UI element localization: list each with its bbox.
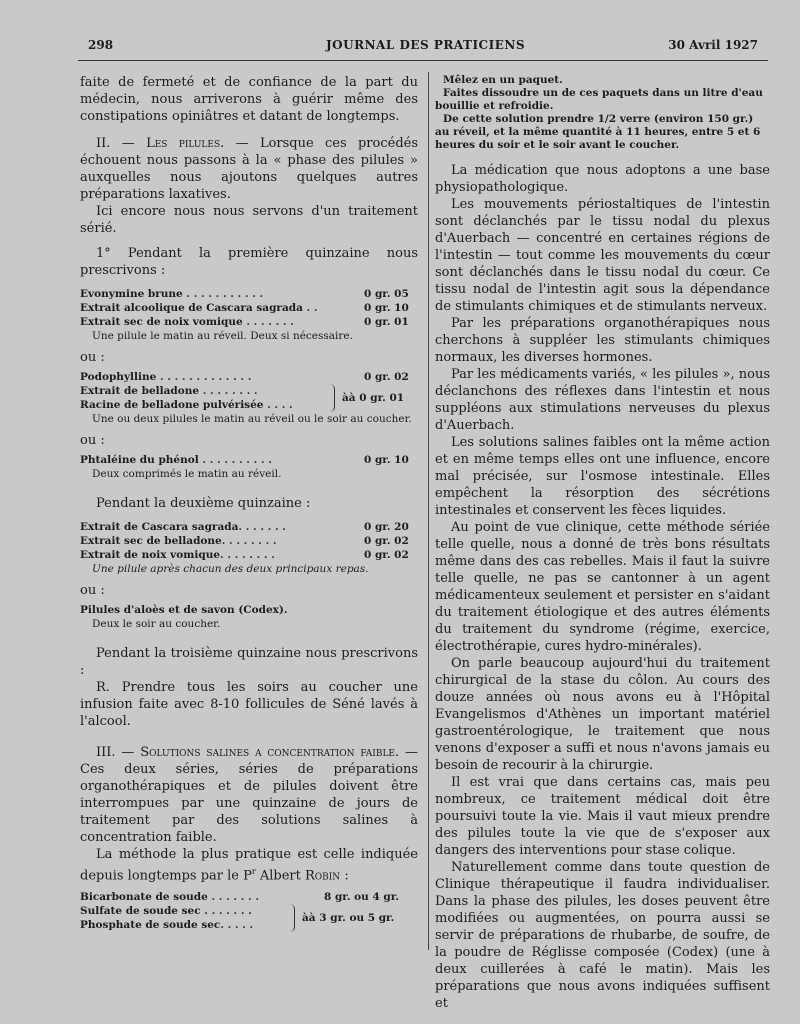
formula-row: Extrait de belladone . . . . . . . . <box>80 385 258 397</box>
paragraph: Ici encore nous nous servons d'un traitement sérié. <box>80 204 418 236</box>
section-heading-pills: II. — Les pilules. — Lorsque ces procédés échouent nous passons à la « phase des pilules » auxquelles nous ajoutons quelques autres préparations laxatives. <box>80 136 419 202</box>
formula-row: Extrait sec de belladone. . . . . . . . 0 gr. 02 <box>80 535 409 547</box>
shared-quantity: àà 0 gr. 01 <box>342 392 405 404</box>
dosage-note: Une ou deux pilules le matin au réveil ou le soir au coucher. <box>92 413 412 425</box>
prescription-line: Faites dissoudre un de ces paquets dans un litre d'eau bouillie et refroidie. <box>435 87 763 112</box>
dosage-note: Deux comprimés le matin au réveil. <box>92 468 282 480</box>
left-column <box>80 74 418 932</box>
journal-title: JOURNAL DES PRATICIENS <box>326 38 525 52</box>
paragraph: 1° Pendant la première quinzaine nous prescrivons : <box>80 246 418 278</box>
formula-row: Evonymine brune . . . . . . . . . . . 0 gr. 05 <box>80 288 409 300</box>
prescription-line: Mêlez en un paquet. <box>443 74 563 86</box>
formula-row: Racine de belladone pulvérisée . . . . <box>80 399 293 411</box>
dosage-note: Une pilule après chacun des deux principaux repas. <box>92 563 369 575</box>
formula-6 <box>80 890 418 932</box>
page-number: 298 <box>88 38 114 52</box>
formula-row: Extrait alcoolique de Cascara sagrada . . 0 gr. 10 <box>80 302 409 314</box>
formula-brace-group <box>80 904 418 932</box>
formula-3 <box>80 453 418 467</box>
formula-row: Phtaléine du phénol . . . . . . . . . . 0 gr. 10 <box>80 454 409 466</box>
formula-2 <box>80 370 418 412</box>
or-label: ou : <box>80 583 105 598</box>
dosage-note: Une pilule le matin au réveil. Deux si nécessaire. <box>92 330 353 342</box>
or-label: ou : <box>80 433 105 448</box>
formula-row: Bicarbonate de soude . . . . . . . 8 gr. ou 4 gr. <box>80 891 400 904</box>
paragraph: Au point de vue clinique, cette méthode sériée telle quelle, nous a donné de très bons résultats même dans des cas rebelles. Mais il faut la suivre telle quelle, ne pas se cantonner à un agent médicamenteux seulement et persister en s'aidant du traitement étiologique et des autres éléments du traitement du syndrome (régime, exercice, électrothérapie, cures hydro-minérales). <box>435 520 770 654</box>
section-heading-salines: III. — Solutions salines a concentration faible. — Ces deux séries, séries de préparations organothérapiques et de pilules doivent être interrompues par une quinzaine de jours de traitement par des solutions salines à concentration faible. <box>80 745 418 845</box>
formula-row: Sulfate de soude sec . . . . . . . <box>80 905 252 918</box>
header-rule <box>78 60 768 61</box>
paragraph: Les solutions salines faibles ont la même action et en même temps elles ont une influence, encore mal précisée, sur l'osmose intestinale. Elles empêchent la résorption des sécrétions intestinales et conservent les fèces liquides. <box>435 435 770 518</box>
formula-row: Extrait de noix vomique. . . . . . . . 0 gr. 02 <box>80 549 409 561</box>
paragraph: Il est vrai que dans certains cas, mais peu nombreux, ce traitement médical doit être poursuivi toute la vie. Mais il vaut mieux prendre des pilules toute la vie que de s'exposer aux dangers des interventions pour stase colique. <box>435 775 770 858</box>
paragraph: La méthode la plus pratique est celle indiquée depuis longtemps par le $P^r$ Albert Robin : <box>80 847 418 884</box>
right-column <box>435 74 770 1012</box>
paragraph: Naturellement comme dans toute question de Clinique thérapeutique il faudra individualiser. Dans la phase des pilules, les doses peuvent être modifiées ou augmentées, on pourra aussi se servir de préparations de rhubarbe, de soufre, de la poudre de Réglisse composée (Codex) (une à deux cuillerées à café le matin). Mais les préparations que nous avons indiquées suffisent et <box>435 860 770 1011</box>
paragraph: Par les médicaments variés, « les pilules », nous déclanchons des réflexes dans l'intestin et nous suppléons aux stimulations nerveuses du plexus d'Auerbach. <box>435 367 770 433</box>
paragraph: Pendant la deuxième quinzaine : <box>96 496 311 511</box>
paragraph: On parle beaucoup aujourd'hui du traitement chirurgical de la stase du côlon. Au cours des douze années où nous avons eu à l'Hôpital Evangelismos d'Athènes un important matériel gastroentérologique, le traitement que nous venons d'exposer a suffi et nous n'avons jamais eu besoin de recourir à la chirurgie. <box>435 656 770 773</box>
formula-5: Pilules d'aloès et de savon (Codex). <box>80 604 288 616</box>
running-header <box>88 38 758 54</box>
formula-1 <box>80 287 418 329</box>
formula-brace-group <box>80 384 418 412</box>
or-label: ou : <box>80 350 105 365</box>
section-title: Les pilules. <box>146 136 225 151</box>
formula-row: Extrait sec de noix vomique . . . . . . . 0 gr. 01 <box>80 316 409 328</box>
formula-row: Podophylline . . . . . . . . . . . . . 0 gr. 02 <box>80 371 409 383</box>
paragraph: Pendant la troisième quinzaine nous prescrivons : <box>80 646 418 678</box>
prescription-line: De cette solution prendre 1/2 verre (environ 150 gr.) au réveil, et la même quantité à 11 heures, entre 5 et 6 heures du soir et le soir avant le coucher. <box>435 113 761 151</box>
paragraph: Par les préparations organothérapiques nous cherchons à suppléer les stimulants chimiques normaux, les diverses hormones. <box>435 316 770 365</box>
formula-row: Extrait de Cascara sagrada. . . . . . . 0 gr. 20 <box>80 521 409 533</box>
issue-date: 30 Avril 1927 <box>668 38 758 52</box>
section-title: Solutions salines a concentration faible. <box>140 745 400 760</box>
paragraph: La médication que nous adoptons a une base physiopathologique. <box>435 163 770 195</box>
formula-4 <box>80 520 418 562</box>
shared-quantity: àà 3 gr. ou 5 gr. <box>302 912 395 925</box>
column-divider <box>428 72 429 950</box>
paragraph: faite de fermeté et de confiance de la part du médecin, nous arriverons à guérir même des constipations opiniâtres et datant de longtemps. <box>80 75 418 124</box>
brace <box>290 904 295 932</box>
brace <box>330 384 335 412</box>
formula-row: Phosphate de soude sec. . . . . <box>80 919 254 932</box>
paragraph: Les mouvements périostaltiques de l'intestin sont déclanchés par le tissu nodal du plexus d'Auerbach — concentré en certaines régions de l'intestin — tout comme les mouvements du cœur sont déclanchés dans le tissu nodal du cœur. Ce tissu nodal de l'intestin agit sous la dépendance de stimulants chimiques et de stimulants nerveux. <box>435 197 770 314</box>
dosage-note: Deux le soir au coucher. <box>92 618 221 630</box>
paragraph: R. Prendre tous les soirs au coucher une infusion faite avec 8-10 follicules de Séné lavés à l'alcool. <box>80 680 418 729</box>
